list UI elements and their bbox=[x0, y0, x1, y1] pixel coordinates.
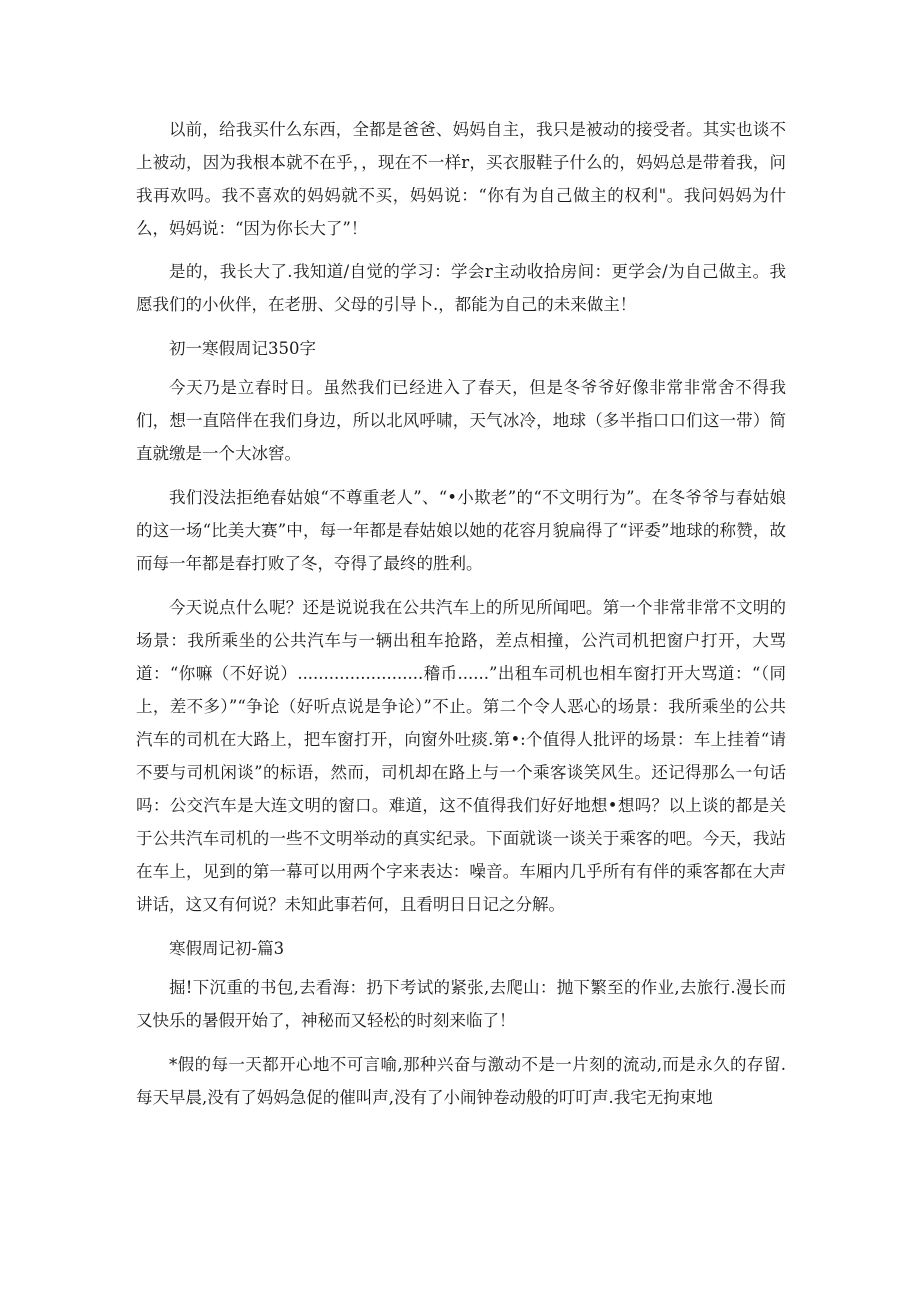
paragraph-growing-up-intro: 以前，给我买什么东西，全都是爸爸、妈妈自主，我只是被动的接受者。其实也谈不上被动，因为我根本就不在乎，，现在不一样r，买衣服鞋子什么的，妈妈总是带着我，问我再欢吗。我不喜欢的妈妈就不买，妈妈说：“你有为自己做主的权利"。我问妈妈为什么，妈妈说：“因为你长大了”！ bbox=[136, 120, 786, 238]
paragraph-vacation-days: *假的每一天都开心地不可言喻,那种兴奋与激动不是一片刻的流动,而是永久的存留.每天早晨,没有了妈妈急促的催叫声,没有了小闹钟卷动般的叮叮声.我宅无拘束地 bbox=[136, 1055, 786, 1107]
paragraph-vacation-start: 掘!下沉重的书包,去看海：扔下考试的紧张,去爬山：抛下繁至的作业,去旅行.漫长而又快乐的暑假开始了，神秘而又轻松的时刻来临了！ bbox=[136, 978, 786, 1030]
paragraph-spring-begins: 今天乃是立春时日。虽然我们已经进入了春天，但是冬爷爷好像非常非常舍不得我们，想一直陪伴在我们身边，所以北风呼啸，天气冰冷，地球（多半指口口们这一带）简直就缴是一个大冰窖。 bbox=[136, 378, 786, 463]
section-heading-winter-diary-350: 初一寒假周记350字 bbox=[169, 339, 316, 358]
paragraph-bus-observations: 今天说点什么呢？还是说说我在公共汽车上的所见所闻吧。第一个非常非常不文明的场景：我所乘坐的公共汽车与一辆出租车抢路，差点相撞，公汽司机把窗户打开，大骂道：“你嘛（不好说）........................稽币......”出租车司机也相车窗打开大骂道：“（同上，差不多）”“争论（好听点说是争论）”不止。第二个令人恶心的场景：我所乘坐的公共汽车的司机在大路上，把车窗打开，向窗外吐痰.第•:个值得人批评的场景：车上挂着“请不要与司机闲谈”的标语，然而，司机却在路上与一个乘客谈笑风生。还记得那么一句话吗：公交汽车是大连文明的窗口。难道，这不值得我们好好地想•想吗？以上谈的都是关于公共汽车司机的一些不文明举动的真实纪录。下面就谈一谈关于乘客的吧。今天，我站在车上，见到的第一幕可以用两个字来表达：噪音。车厢内几乎所有有伴的乘客都在大声讲话，这又有何说？未知此事若何，且看明日日记之分解。 bbox=[136, 598, 786, 914]
paragraph-spring-vs-winter: 我们没法拒绝春姑娘“不尊重老人”、“•小欺老”的“不文明行为”。在冬爷爷与春姑娘的这一场“比美大赛”中，每一年都是春姑娘以她的花容月貌扁得了“评委”地球的称赞，故而每一年都是春打败了冬，夺得了最终的胜利。 bbox=[136, 488, 786, 573]
paragraph-growing-up-conclusion: 是的，我长大了.我知道/自觉的学习：学会r主动收拾房间：更学会/为自己做主。我愿我们的小伙伴，在老册、父母的引导卜.，都能为自己的未来做主！ bbox=[136, 262, 786, 314]
document-body bbox=[136, 113, 786, 1125]
section-heading-winter-diary-part3: 寒假周记初-篇3 bbox=[169, 939, 285, 958]
